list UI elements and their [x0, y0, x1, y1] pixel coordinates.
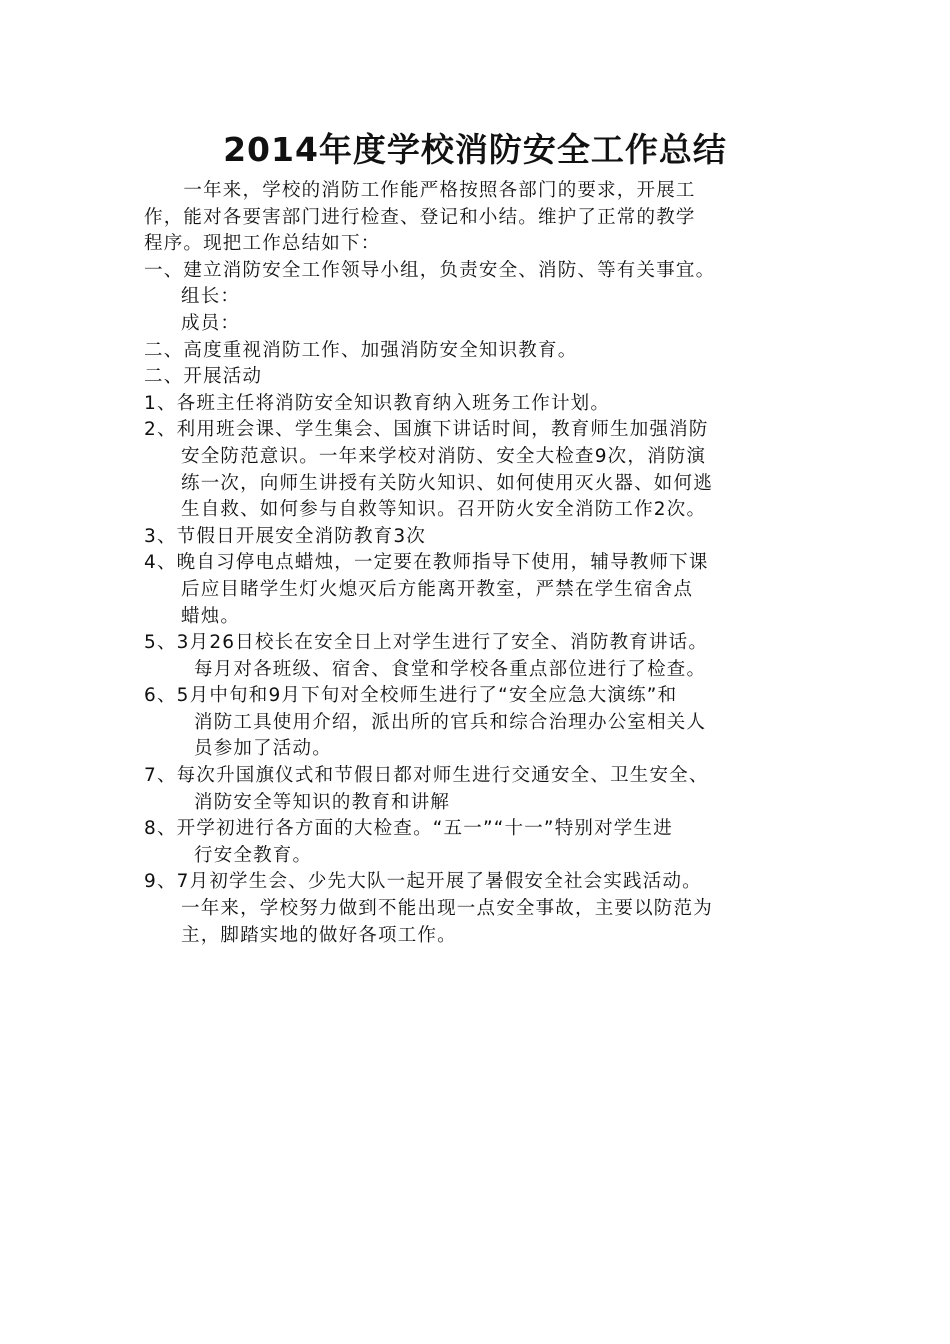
text-line: 消防安全等知识的教育和讲解: [194, 791, 451, 813]
text-line: 一、建立消防安全工作领导小组，负责安全、消防、等有关事宜。: [144, 259, 716, 281]
text-line: 二、开展活动: [144, 366, 263, 388]
text-line: 成员：: [181, 312, 241, 334]
text-line: 1、各班主任将消防安全知识教育纳入班务工作计划。: [144, 392, 611, 414]
text-line: 4、晚自习停电点蜡烛，一定要在教师指导下使用，辅导教师下课: [144, 552, 709, 574]
text-line: 安全防范意识。一年来学校对消防、安全大检查9次，消防演: [181, 445, 707, 467]
document-title: 2014年度学校消防安全工作总结: [223, 130, 727, 169]
text-line: 练一次，向师生讲授有关防火知识、如何使用灭火器、如何逃: [181, 472, 713, 494]
text-line: 主，脚踏实地的做好各项工作。: [181, 924, 457, 946]
text-line: 8、开学初进行各方面的大检查。“五一”“十一”特别对学生进: [144, 818, 673, 840]
text-line: 6、5月中旬和9月下旬对全校师生进行了“安全应急大演练”和: [144, 685, 678, 707]
text-line: 作，能对各要害部门进行检查、登记和小结。维护了正常的教学: [144, 206, 696, 228]
text-line: 2、利用班会课、学生集会、国旗下讲话时间，教育师生加强消防: [144, 419, 709, 441]
text-line: 7、每次升国旗仪式和节假日都对师生进行交通安全、卫生安全、: [144, 765, 709, 787]
text-line: 二、高度重视消防工作、加强消防安全知识教育。: [144, 339, 578, 361]
text-line: 5、3月26日校长在安全日上对学生进行了安全、消防教育讲话。: [144, 632, 709, 654]
text-line: 后应目睹学生灯火熄灭后方能离开教室，严禁在学生宿舍点: [181, 578, 694, 600]
text-line: 3、节假日开展安全消防教育3次: [144, 525, 427, 547]
document-body: [144, 178, 814, 949]
text-line: 一年来，学校努力做到不能出现一点安全事故，主要以防范为: [181, 898, 713, 920]
text-line: 员参加了活动。: [194, 738, 332, 760]
text-line: 程序。现把工作总结如下：: [144, 233, 381, 255]
text-line: 消防工具使用介绍，派出所的官兵和综合治理办公室相关人: [194, 711, 707, 733]
text-line: 蜡烛。: [181, 605, 241, 627]
text-line: 一年来，学校的消防工作能严格按照各部门的要求，开展工: [144, 180, 696, 201]
text-line: 组长：: [181, 286, 241, 308]
text-line: 行安全教育。: [194, 844, 313, 866]
text-line: 每月对各班级、宿舍、食堂和学校各重点部位进行了检查。: [194, 658, 707, 680]
text-line: 生自救、如何参与自救等知识。召开防火安全消防工作2次。: [181, 499, 707, 521]
text-line: 9、7月初学生会、少先大队一起开展了暑假安全社会实践活动。: [144, 871, 702, 893]
